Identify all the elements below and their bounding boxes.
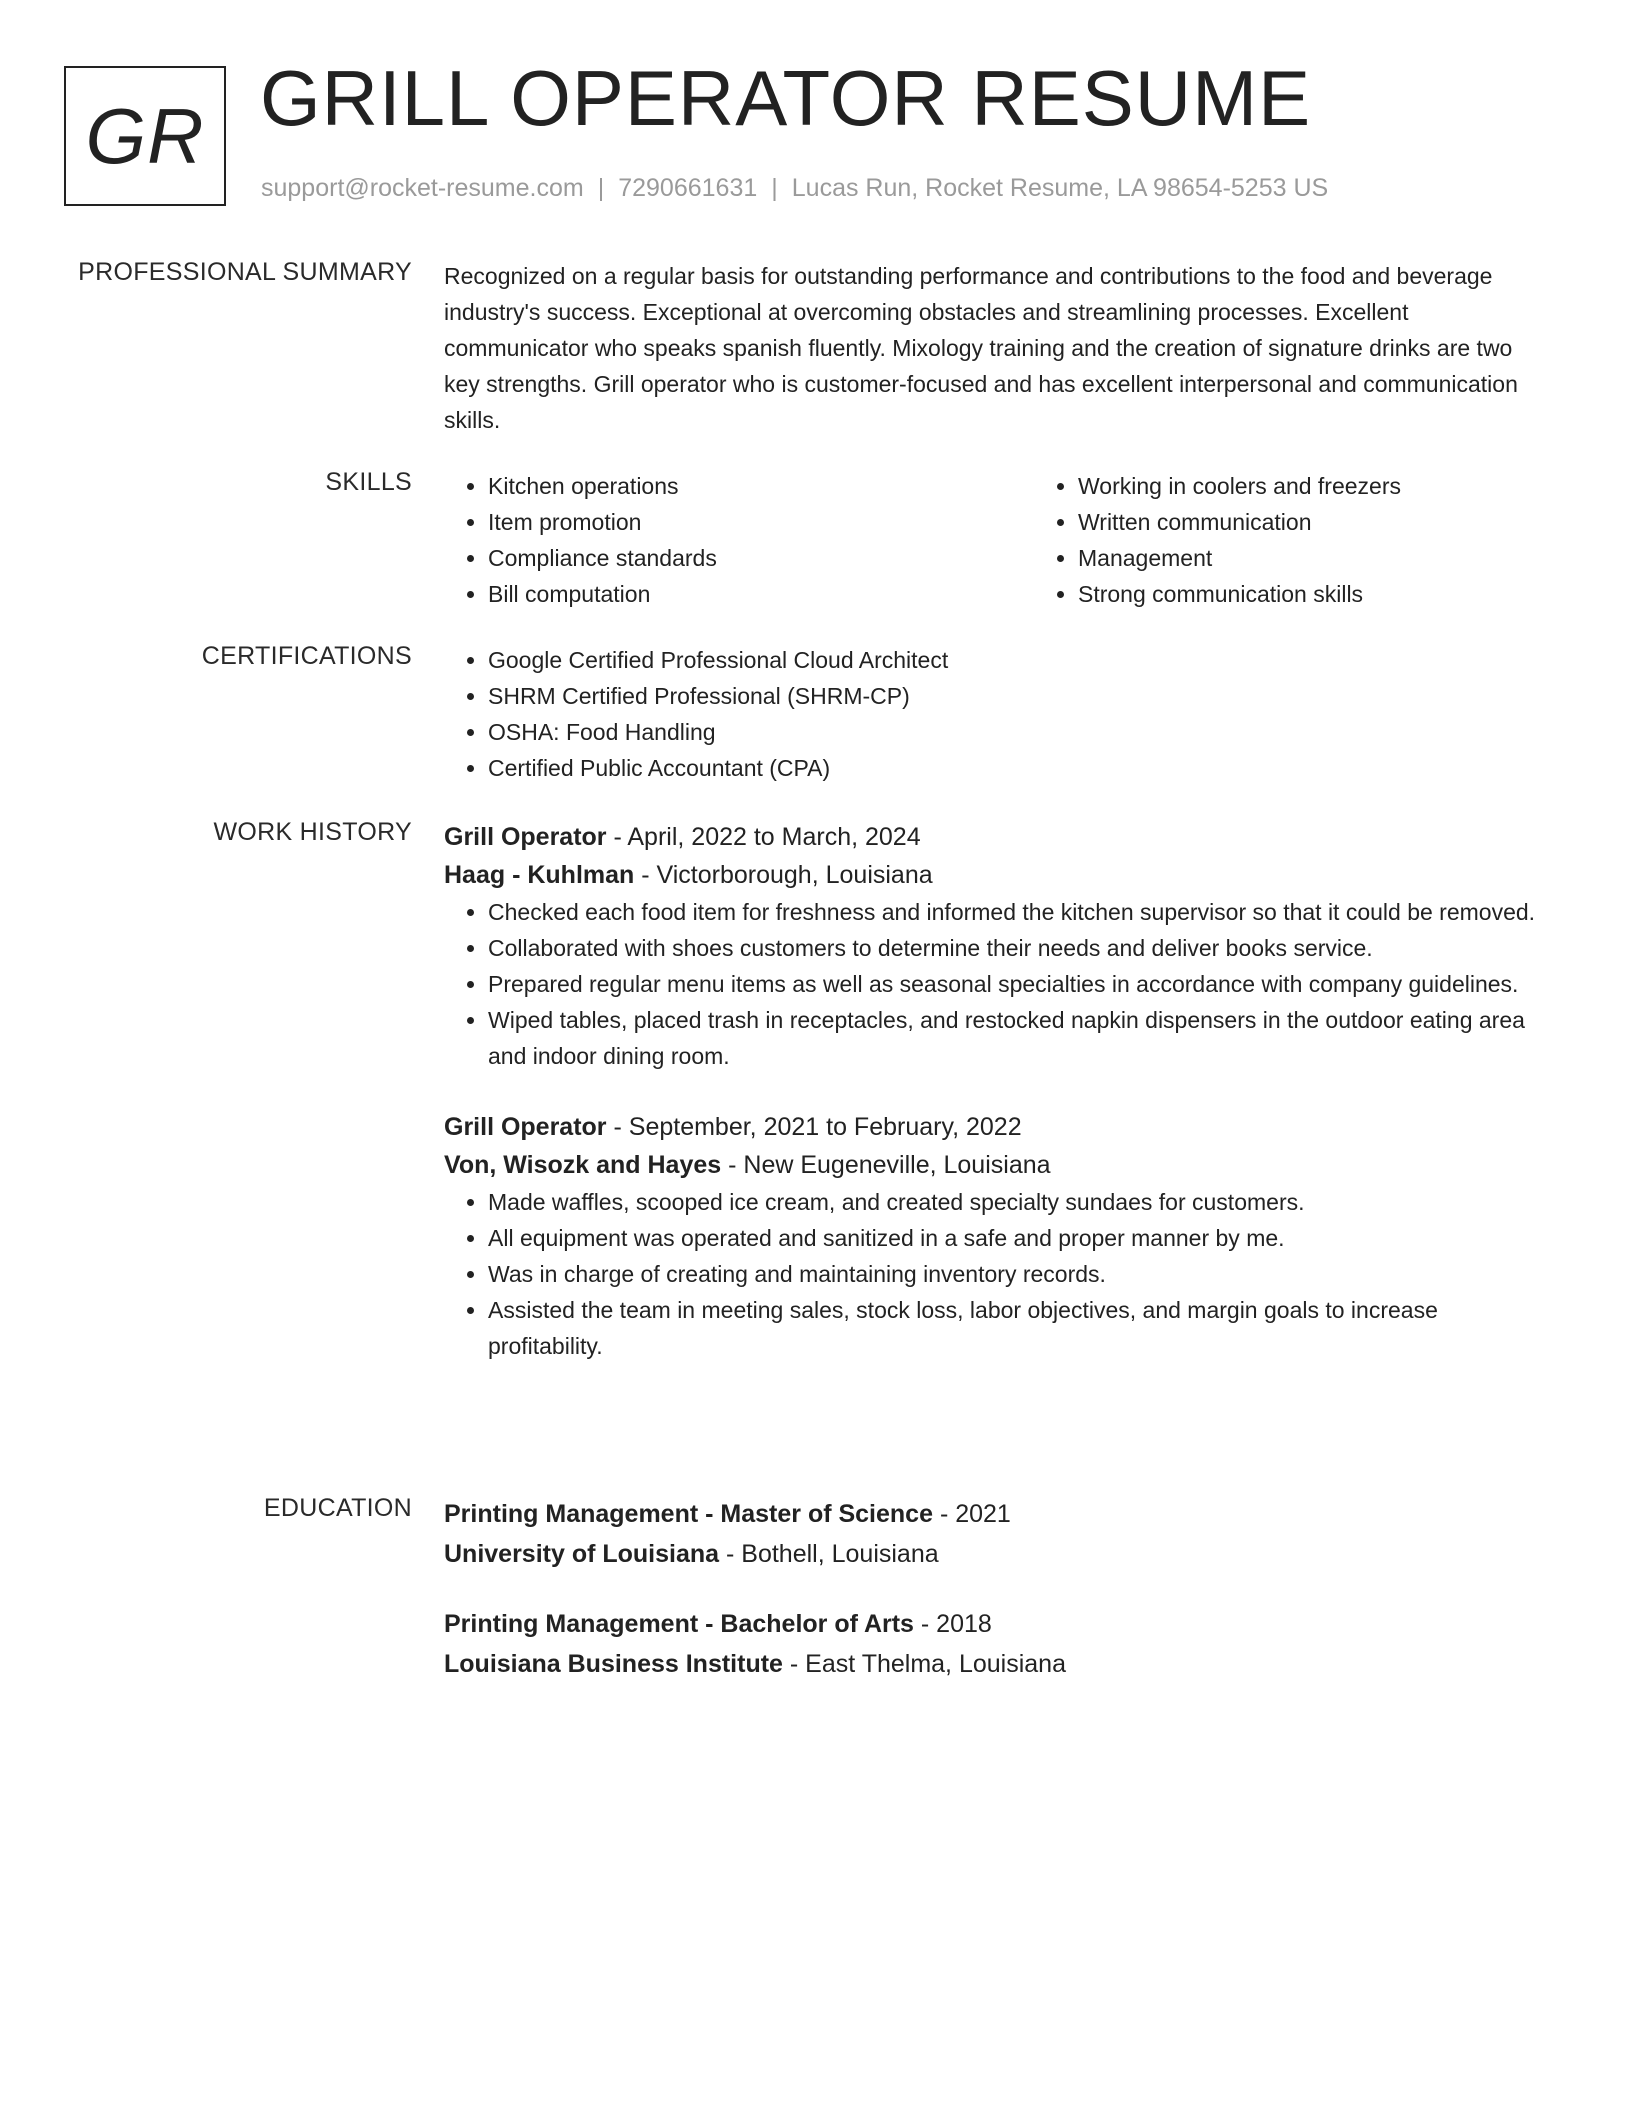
job-duty: • Made waffles, scooped ice cream, and created specialty sundaes for customers. (488, 1184, 1554, 1220)
skill-item: • Item promotion (488, 504, 1034, 540)
job-duty: • Checked each food item for freshness and informed the kitchen supervisor so that it could be removed. (488, 894, 1554, 930)
education-entry (444, 1604, 1554, 1684)
certifications-body (444, 642, 1554, 786)
contact-email: support@rocket-resume.com (261, 174, 584, 202)
contact-separator: | (771, 174, 778, 202)
job-duties-list (444, 894, 1554, 1074)
certification-item: • SHRM Certified Professional (SHRM-CP) (488, 678, 1554, 714)
education-entry (444, 1494, 1554, 1574)
education-degree-line (444, 1604, 1554, 1644)
skill-item: • Working in coolers and freezers (1078, 468, 1624, 504)
summary-text: Recognized on a regular basis for outstanding performance and contributions to the food and beverage industry's success. Exceptional at overcoming obstacles and streamlining processes. Excellent communicator who speaks spanish fluently. Mixology training and the creation of signature drinks are two key strengths. Grill operator who is customer-focused and has excellent interpersonal and communication skills. (444, 263, 1518, 433)
resume-title: GRILL OPERATOR RESUME (260, 54, 1312, 142)
job-company-line (444, 856, 1554, 894)
job-company-line (444, 1146, 1554, 1184)
section-heading: PROFESSIONAL SUMMARY (78, 258, 412, 286)
section-heading: SKILLS (325, 468, 412, 496)
job-duty: • Assisted the team in meeting sales, stock loss, labor objectives, and margin goals to increase profitability. (488, 1292, 1554, 1364)
contact-address: Lucas Run, Rocket Resume, LA 98654-5253 US (791, 174, 1329, 202)
job-duty: • Collaborated with shoes customers to determine their needs and deliver books service. (488, 930, 1554, 966)
skill-item: • Management (1078, 540, 1624, 576)
skills-columns (444, 468, 1554, 612)
education-school: Louisiana Business Institute (444, 1650, 783, 1678)
monogram-box: GR (64, 66, 226, 206)
job-title-line (444, 818, 1554, 856)
summary-body (444, 258, 1554, 438)
education-school: University of Louisiana (444, 1540, 720, 1568)
certifications-list (444, 642, 1554, 786)
certification-item: • Certified Public Accountant (CPA) (488, 750, 1554, 786)
skills-list-left (444, 468, 1034, 612)
section-heading: EDUCATION (263, 1494, 412, 1522)
job-entry (444, 1108, 1554, 1364)
job-location: - Victorborough, Louisiana (634, 861, 933, 889)
job-location: - New Eugeneville, Louisiana (721, 1151, 1051, 1179)
section-heading: WORK HISTORY (213, 818, 412, 846)
job-duties-list (444, 1184, 1554, 1364)
job-title-line (444, 1108, 1554, 1146)
job-title: Grill Operator (444, 823, 607, 851)
certification-item: • Google Certified Professional Cloud Architect (488, 642, 1554, 678)
education-year: - 2018 (913, 1610, 992, 1638)
education-degree: Printing Management - Master of Science (444, 1500, 933, 1528)
job-duty: • All equipment was operated and sanitized in a safe and proper manner by me. (488, 1220, 1554, 1256)
education-degree: Printing Management - Bachelor of Arts (444, 1610, 914, 1638)
job-entry (444, 818, 1554, 1074)
job-duty: • Was in charge of creating and maintaining inventory records. (488, 1256, 1554, 1292)
skill-item: • Strong communication skills (1078, 576, 1624, 612)
section-heading: CERTIFICATIONS (201, 642, 412, 670)
job-title: Grill Operator (444, 1113, 607, 1141)
certification-item: • OSHA: Food Handling (488, 714, 1554, 750)
skill-item: • Compliance standards (488, 540, 1034, 576)
education-degree-line (444, 1494, 1554, 1534)
contact-line (261, 174, 1328, 203)
education-body (444, 1494, 1554, 1684)
job-dates: - April, 2022 to March, 2024 (606, 823, 921, 851)
education-location: - Bothell, Louisiana (719, 1540, 939, 1568)
skill-item: • Bill computation (488, 576, 1034, 612)
skill-item: • Written communication (1078, 504, 1624, 540)
education-year: - 2021 (933, 1500, 1011, 1528)
job-company: Von, Wisozk and Hayes (444, 1151, 722, 1179)
education-school-line (444, 1534, 1554, 1574)
work-history-body (444, 818, 1554, 1364)
job-duty: • Wiped tables, placed trash in receptacles, and restocked napkin dispensers in the outdoor eating area and indoor dining room. (488, 1002, 1554, 1074)
education-school-line (444, 1644, 1554, 1684)
skill-item: • Kitchen operations (488, 468, 1034, 504)
job-duty: • Prepared regular menu items as well as seasonal specialties in accordance with company guidelines. (488, 966, 1554, 1002)
job-dates: - September, 2021 to February, 2022 (606, 1113, 1022, 1141)
contact-separator: | (597, 174, 605, 202)
contact-phone: 7290661631 (618, 174, 758, 202)
job-company: Haag - Kuhlman (444, 861, 635, 889)
skills-list-right (1034, 468, 1624, 612)
education-location: - East Thelma, Louisiana (782, 1650, 1066, 1678)
